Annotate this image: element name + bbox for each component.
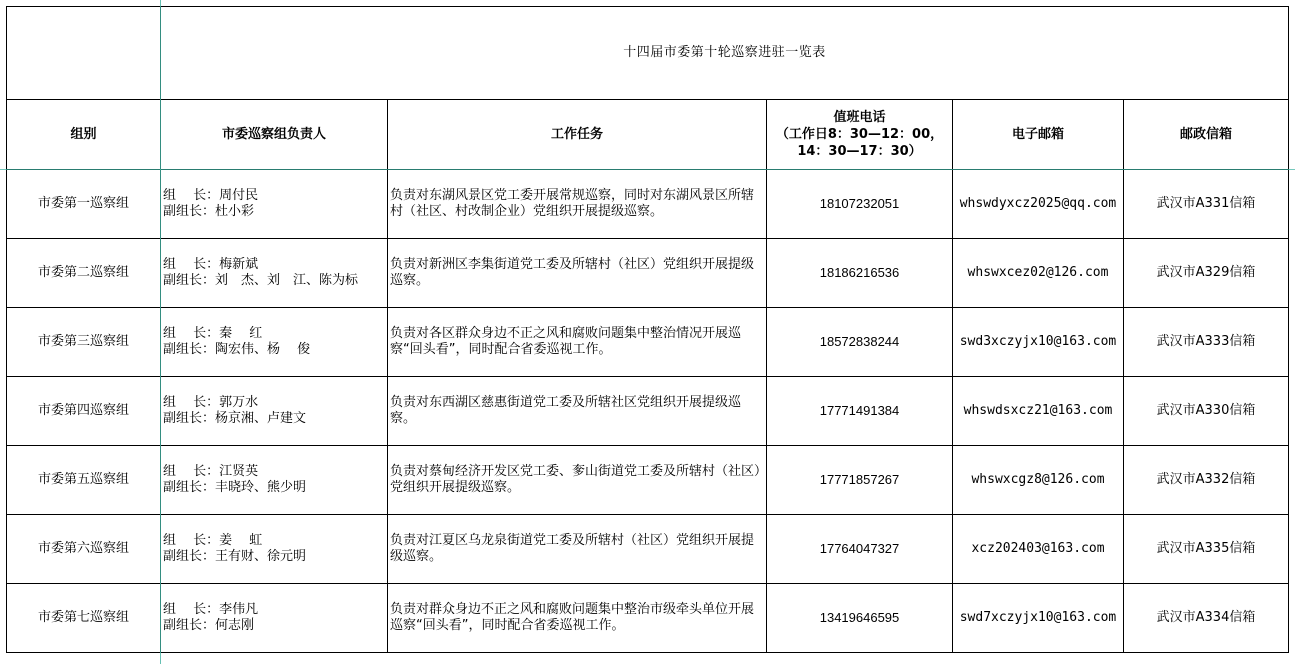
cell-text-email: whswxcgz8@126.com [971,472,1105,487]
cell-postbox[interactable] [1124,446,1289,515]
leader-line-1: 组 长：江贤英 [163,464,259,479]
cell-text-task: 负责对东湖风景区党工委开展常规巡察，同时对东湖风景区所辖村（社区、村改制企业）党组织开展提级巡察。 [390,188,755,219]
cell-text-postbox: 武汉市A331信箱 [1156,196,1256,211]
cell-text-group: 市委第二巡察组 [37,265,129,280]
leader-line-2: 副组长：何志刚 [163,618,255,633]
cell-postbox[interactable] [1124,239,1289,308]
leader-line-1: 组 长：周付民 [163,188,259,203]
cell-group[interactable] [7,584,161,653]
header-phone-hours: （工作日8：30—12：00，14：30—17：30） [775,127,944,159]
cell-phone[interactable] [767,377,953,446]
cell-text-phone: 18186216536 [819,264,900,280]
cell-text-task: 负责对蔡甸经济开发区党工委、奓山街道党工委及所辖村（社区）党组织开展提级巡察。 [390,464,761,495]
cell-text-email: swd7xczyjx10@163.com [959,610,1117,625]
table-body [7,170,1289,653]
cell-email[interactable] [953,170,1124,239]
table-row [7,308,1289,377]
cell-email[interactable] [953,377,1124,446]
cell-postbox[interactable] [1124,584,1289,653]
inspection-table [6,6,1289,653]
cell-leader[interactable] [161,446,388,515]
cell-text-group: 市委第三巡察组 [37,334,129,349]
cell-phone[interactable] [767,446,953,515]
cell-group[interactable] [7,377,161,446]
cell-postbox[interactable] [1124,308,1289,377]
cell-text-task: 负责对东西湖区慈惠街道党工委及所辖社区党组织开展提级巡察。 [390,395,742,426]
cell-text-email: whswdyxcz2025@qq.com [959,196,1117,211]
cell-text-email: whswdsxcz21@163.com [963,403,1113,418]
title-row [7,7,1289,100]
cell-phone[interactable] [767,170,953,239]
cell-text-postbox: 武汉市A329信箱 [1156,265,1256,280]
cell-text-postbox: 武汉市A334信箱 [1156,610,1256,625]
cell-text-task: 负责对江夏区乌龙泉街道党工委及所辖村（社区）党组织开展提级巡察。 [390,533,755,564]
cell-leader[interactable] [161,584,388,653]
leader-line-1: 组 长：郭万水 [163,395,259,410]
cell-text-email: swd3xczyjx10@163.com [959,334,1117,349]
cell-text-email: whswxcez02@126.com [967,265,1109,280]
cell-group[interactable] [7,239,161,308]
cell-text-group: 市委第四巡察组 [37,403,129,418]
leader-line-1: 组 长：李伟凡 [163,602,259,617]
cell-group[interactable] [7,515,161,584]
cell-email[interactable] [953,446,1124,515]
cell-task[interactable] [388,515,767,584]
cell-leader[interactable] [161,515,388,584]
title-corner-cell[interactable] [7,7,161,100]
header-postbox[interactable]: 邮政信箱 [1124,100,1289,170]
cell-text-phone: 18572838244 [819,333,900,349]
cell-text-task: 负责对新洲区李集街道党工委及所辖村（社区）党组织开展提级巡察。 [390,257,755,288]
cell-text-group: 市委第七巡察组 [37,610,129,625]
cell-text-postbox: 武汉市A335信箱 [1156,541,1256,556]
cell-text-group: 市委第五巡察组 [37,472,129,487]
leader-line-2: 副组长：王有财、徐元明 [163,549,307,564]
cell-text-group: 市委第一巡察组 [37,196,129,211]
leader-line-2: 副组长：陶宏伟、杨 俊 [163,342,311,357]
header-task[interactable]: 工作任务 [388,100,767,170]
header-email[interactable]: 电子邮箱 [953,100,1124,170]
leader-line-2: 副组长：刘 杰、刘 江、陈为标 [163,273,359,288]
cell-group[interactable] [7,308,161,377]
table-title[interactable]: 十四届市委第十轮巡察进驻一览表 [161,7,1289,100]
header-phone[interactable] [767,100,953,170]
leader-line-1: 组 长：秦 红 [163,326,263,341]
cell-leader[interactable] [161,170,388,239]
cell-phone[interactable] [767,515,953,584]
cell-text-phone: 17771491384 [819,402,900,418]
cell-email[interactable] [953,308,1124,377]
table-row [7,170,1289,239]
cell-task[interactable] [388,239,767,308]
cell-text-postbox: 武汉市A330信箱 [1156,403,1256,418]
header-leader[interactable]: 市委巡察组负责人 [161,100,388,170]
cell-task[interactable] [388,170,767,239]
cell-task[interactable] [388,446,767,515]
cell-leader[interactable] [161,239,388,308]
cell-text-phone: 17764047327 [819,540,900,556]
leader-line-1: 组 长：梅新斌 [163,257,259,272]
cell-email[interactable] [953,239,1124,308]
cell-email[interactable] [953,584,1124,653]
header-row [7,100,1289,170]
cell-postbox[interactable] [1124,515,1289,584]
freeze-pane-vertical-line [160,0,161,664]
cell-task[interactable] [388,377,767,446]
table-row [7,515,1289,584]
cell-phone[interactable] [767,308,953,377]
leader-line-2: 副组长：杜小彩 [163,204,255,219]
header-group[interactable]: 组别 [7,100,161,170]
table-row [7,377,1289,446]
table-row [7,239,1289,308]
cell-text-task: 负责对各区群众身边不正之风和腐败问题集中整治情况开展巡察“回头看”，同时配合省委巡视工作。 [390,326,742,357]
cell-leader[interactable] [161,377,388,446]
cell-text-group: 市委第六巡察组 [37,541,129,556]
cell-postbox[interactable] [1124,377,1289,446]
cell-text-phone: 17771857267 [819,471,900,487]
cell-text-email: xcz202403@163.com [971,541,1105,556]
cell-text-postbox: 武汉市A332信箱 [1156,472,1256,487]
cell-task[interactable] [388,584,767,653]
leader-line-1: 组 长：姜 虹 [163,533,263,548]
cell-group[interactable] [7,170,161,239]
freeze-pane-horizontal-line [0,169,1295,170]
cell-text-postbox: 武汉市A333信箱 [1156,334,1256,349]
cell-text-phone: 13419646595 [819,609,900,625]
cell-text-task: 负责对群众身边不正之风和腐败问题集中整治市级牵头单位开展巡察“回头看”，同时配合省委巡视工作。 [390,602,755,633]
table-row [7,446,1289,515]
cell-phone[interactable] [767,584,953,653]
leader-line-2: 副组长：丰晓玲、熊少明 [163,480,307,495]
cell-leader[interactable] [161,308,388,377]
header-phone-title: 值班电话 [833,110,886,125]
cell-phone[interactable] [767,239,953,308]
leader-line-2: 副组长：杨京湘、卢建文 [163,411,307,426]
cell-text-phone: 18107232051 [819,195,900,211]
table-row [7,584,1289,653]
cell-task[interactable] [388,308,767,377]
cell-group[interactable] [7,446,161,515]
cell-postbox[interactable] [1124,170,1289,239]
cell-email[interactable] [953,515,1124,584]
